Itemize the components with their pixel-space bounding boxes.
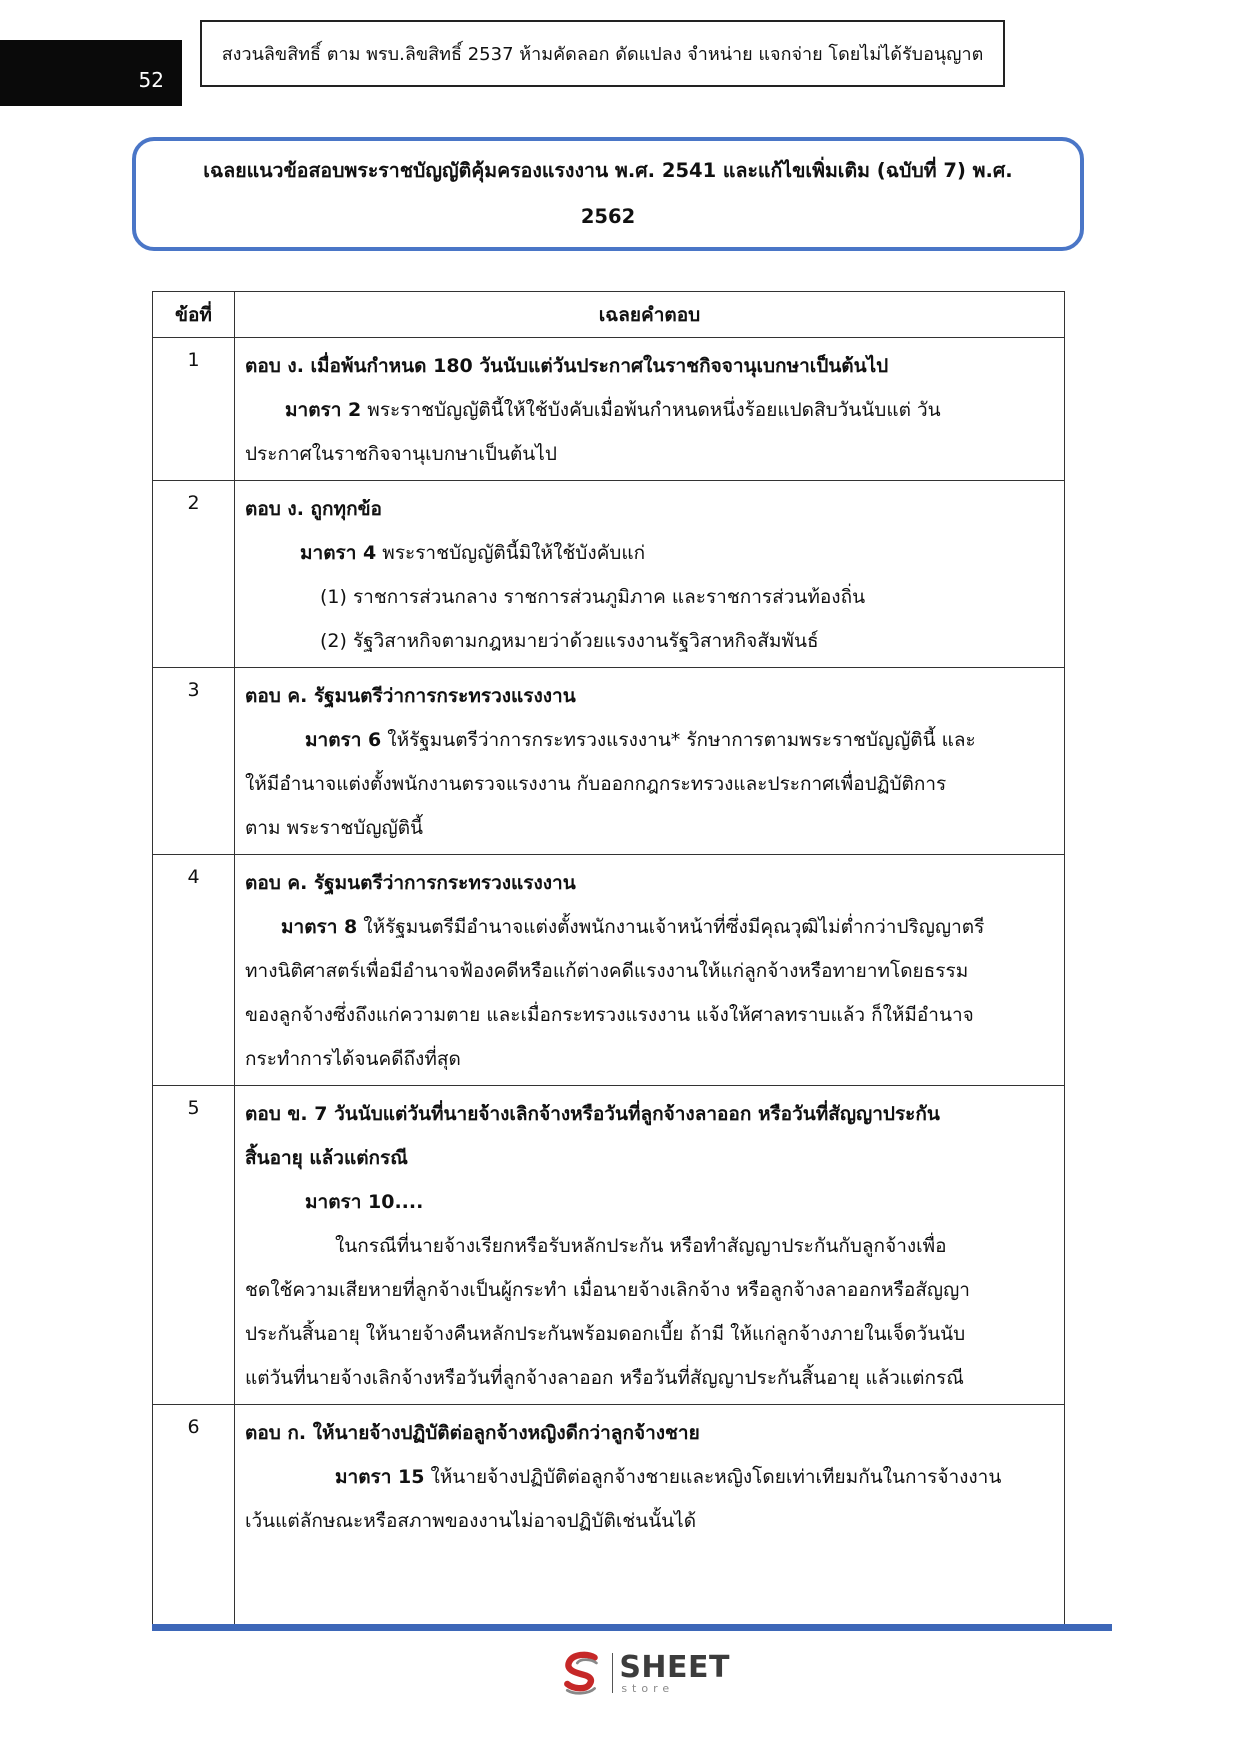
row-number: 5 bbox=[153, 1086, 235, 1405]
section-text bbox=[245, 718, 1054, 762]
logo-main-text: SHEET bbox=[619, 1649, 730, 1685]
section-label: มาตรา 15 bbox=[335, 1466, 425, 1488]
section-continuation: ทางนิติศาสตร์เพื่อมีอำนาจฟ้องคดีหรือแก้ต่างคดีแรงงานให้แก่ลูกจ้างหรือทายาทโดยธรรม bbox=[245, 960, 969, 982]
table-row bbox=[153, 1405, 1065, 1626]
footer-rule bbox=[152, 1624, 1112, 1631]
section-continuation: ให้มีอำนาจแต่งตั้งพนักงานตรวจแรงงาน กับออกกฎกระทรวงและประกาศเพื่อปฏิบัติการ bbox=[245, 773, 947, 795]
table-row bbox=[153, 481, 1065, 668]
answer-text: ตอบ ง. ถูกทุกข้อ bbox=[245, 498, 382, 520]
table-header-row bbox=[153, 292, 1065, 338]
answer-text: ตอบ ก. ให้นายจ้างปฏิบัติต่อลูกจ้างหญิงดีกว่าลูกจ้างชาย bbox=[245, 1422, 700, 1444]
section-continuation: แต่วันที่นายจ้างเลิกจ้างหรือวันที่ลูกจ้างลาออก หรือวันที่สัญญาประกันสิ้นอายุ แล้วแต่กรณี bbox=[245, 1367, 964, 1389]
section-text bbox=[245, 1455, 1054, 1499]
section-body: พระราชบัญญัตินี้ให้ใช้บังคับเมื่อพ้นกำหนดหนึ่งร้อยแปดสิบวันนับแต่ วัน bbox=[361, 399, 941, 421]
copyright-notice: สงวนลิขสิทธิ์ ตาม พรบ.ลิขสิทธิ์ 2537 ห้ามคัดลอก ดัดแปลง จำหน่าย แจกจ่าย โดยไม่ได้รับอนุญาต bbox=[200, 20, 1005, 87]
section-body: ให้รัฐมนตรีมีอำนาจแต่งตั้งพนักงานเจ้าหน้าที่ซึ่งมีคุณวุฒิไม่ต่ำกว่าปริญญาตรี bbox=[357, 916, 985, 938]
table-row bbox=[153, 1086, 1065, 1405]
section-continuation: กระทำการได้จนคดีถึงที่สุด bbox=[245, 1048, 461, 1070]
table-row bbox=[153, 855, 1065, 1086]
row-answer bbox=[235, 338, 1065, 481]
row-number: 6 bbox=[153, 1405, 235, 1626]
section-text bbox=[245, 388, 1054, 432]
column-header-number: ข้อที่ bbox=[153, 292, 235, 338]
row-number: 4 bbox=[153, 855, 235, 1086]
section-continuation: ประกาศในราชกิจจานุเบกษาเป็นต้นไป bbox=[245, 443, 557, 465]
table-row bbox=[153, 338, 1065, 481]
logo-sub-text: store bbox=[621, 1681, 675, 1695]
answer-text-continuation: สิ้นอายุ แล้วแต่กรณี bbox=[245, 1147, 408, 1169]
section-text bbox=[245, 531, 1054, 575]
table-row bbox=[153, 668, 1065, 855]
row-number: 3 bbox=[153, 668, 235, 855]
row-answer bbox=[235, 1405, 1065, 1626]
sheet-logo-icon bbox=[560, 1648, 606, 1698]
section-continuation: ประกันสิ้นอายุ ให้นายจ้างคืนหลักประกันพร้อมดอกเบี้ย ถ้ามี ให้แก่ลูกจ้างภายในเจ็ดวันนับ bbox=[245, 1323, 966, 1345]
row-answer bbox=[235, 855, 1065, 1086]
section-label: มาตรา 4 bbox=[300, 542, 377, 564]
section-continuation: ตาม พระราชบัญญัตินี้ bbox=[245, 817, 424, 839]
answer-table bbox=[152, 291, 1065, 1626]
section-body: ในกรณีที่นายจ้างเรียกหรือรับหลักประกัน หรือทำสัญญาประกันกับลูกจ้างเพื่อ bbox=[335, 1235, 947, 1257]
answer-text: ตอบ ง. เมื่อพ้นกำหนด 180 วันนับแต่วันประกาศในราชกิจจานุเบกษาเป็นต้นไป bbox=[245, 355, 889, 377]
section-body: พระราชบัญญัตินี้มิให้ใช้บังคับแก่ bbox=[376, 542, 646, 564]
section-continuation: เว้นแต่ลักษณะหรือสภาพของงานไม่อาจปฏิบัติเช่นนั้นได้ bbox=[245, 1510, 697, 1532]
answer-text: ตอบ ค. รัฐมนตรีว่าการกระทรวงแรงงาน bbox=[245, 685, 576, 707]
row-answer bbox=[235, 1086, 1065, 1405]
title-line-2: 2562 bbox=[580, 205, 636, 228]
logo-wordmark bbox=[619, 1649, 730, 1695]
logo-divider bbox=[612, 1653, 614, 1693]
section-label: มาตรา 6 bbox=[305, 729, 382, 751]
list-item: (1) ราชการส่วนกลาง ราชการส่วนภูมิภาค และราชการส่วนท้องถิ่น bbox=[320, 586, 866, 608]
section-text bbox=[245, 905, 1054, 949]
section-label: มาตรา 2 bbox=[285, 399, 362, 421]
row-number: 2 bbox=[153, 481, 235, 668]
answer-text: ตอบ ข. 7 วันนับแต่วันที่นายจ้างเลิกจ้างหรือวันที่ลูกจ้างลาออก หรือวันที่สัญญาประกัน bbox=[245, 1103, 940, 1125]
row-answer bbox=[235, 668, 1065, 855]
section-body: ให้นายจ้างปฏิบัติต่อลูกจ้างชายและหญิงโดยเท่าเทียมกันในการจ้างงาน bbox=[424, 1466, 1002, 1488]
list-item: (2) รัฐวิสาหกิจตามกฎหมายว่าด้วยแรงงานรัฐวิสาหกิจสัมพันธ์ bbox=[320, 630, 819, 652]
section-label: มาตรา 10.... bbox=[305, 1191, 424, 1213]
page-title bbox=[132, 137, 1084, 251]
section-continuation: ของลูกจ้างซึ่งถึงแก่ความตาย และเมื่อกระทรวงแรงงาน แจ้งให้ศาลทราบแล้ว ก็ให้มีอำนาจ bbox=[245, 1004, 974, 1026]
section-label: มาตรา 8 bbox=[281, 916, 358, 938]
page-number: 52 bbox=[0, 40, 182, 106]
row-answer bbox=[235, 481, 1065, 668]
sheet-store-logo bbox=[560, 1645, 730, 1701]
section-body: ให้รัฐมนตรีว่าการกระทรวงแรงงาน* รักษาการตามพระราชบัญญัตินี้ และ bbox=[381, 729, 976, 751]
column-header-answer: เฉลยคำตอบ bbox=[235, 292, 1065, 338]
row-number: 1 bbox=[153, 338, 235, 481]
section-continuation: ชดใช้ความเสียหายที่ลูกจ้างเป็นผู้กระทำ เมื่อนายจ้างเลิกจ้าง หรือลูกจ้างลาออกหรือสัญญา bbox=[245, 1279, 970, 1301]
answer-text: ตอบ ค. รัฐมนตรีว่าการกระทรวงแรงงาน bbox=[245, 872, 576, 894]
title-line-1: เฉลยแนวข้อสอบพระราชบัญญัติคุ้มครองแรงงาน พ.ศ. 2541 และแก้ไขเพิ่มเติม (ฉบับที่ 7) พ.ศ. bbox=[203, 159, 1013, 182]
